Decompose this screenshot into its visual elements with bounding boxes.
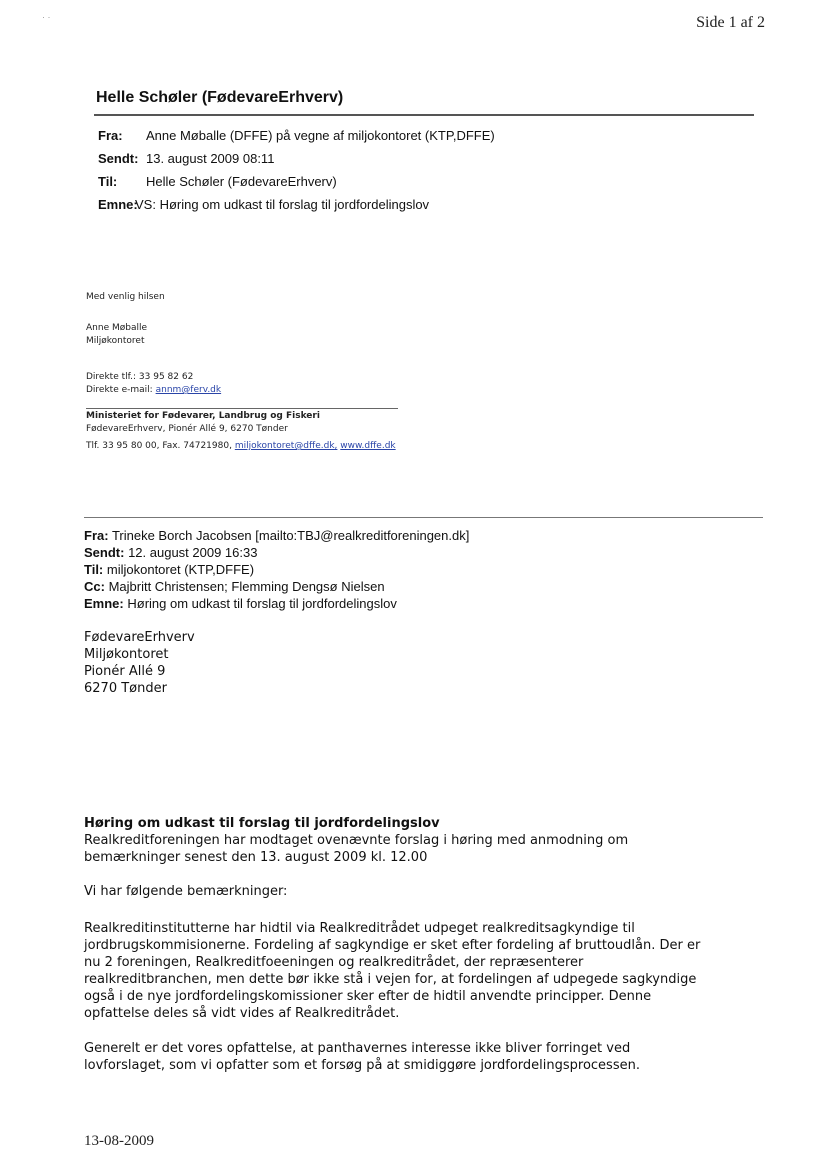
forwarded-to-row: Til: miljokontoret (KTP,DFFE) [84,562,255,577]
contact-email-link[interactable]: miljokontoret@dffe.dk [234,441,335,451]
header-row-to [98,170,495,193]
email-link[interactable]: annm@ferv.dk [155,385,222,395]
letter-remarks-intro: Vi har følgende bemærkninger: [84,884,288,899]
forwarded-cc-row: Cc: Majbritt Christensen; Flemming Dengsø Nielsen [84,579,385,594]
email-header-table [98,124,495,216]
header-value: Anne Møballe (DFFE) på vegne af miljokontoret (KTP,DFFE) [146,128,495,143]
header-label: Emne: [98,197,138,212]
recipient-address [84,629,195,697]
signature-name: Anne Møballe [86,323,148,333]
header-value: VS: Høring om udkast til forslag til jordfordelingslov [135,197,430,212]
header-value: Helle Schøler (FødevareErhverv) [146,174,337,189]
signature-phone-line [86,371,193,384]
footer-date: 13-08-2009 [84,1133,154,1149]
ministry-name: Ministeriet for Fødevarer, Landbrug og Fiskeri [86,411,320,421]
forwarded-sent-row: Sendt: 12. august 2009 16:33 [84,545,258,560]
signature-divider [86,408,398,409]
address-line: 6270 Tønder [84,681,167,696]
title-divider [94,114,754,116]
email-sender-title: Helle Schøler (FødevareErhverv) [96,89,344,106]
forwarded-from-row: Fra: Trineke Borch Jacobsen [mailto:TBJ@realkreditforeningen.dk] [84,528,470,543]
ministry-contact-line: Tlf. 33 95 80 00, Fax. 74721980, miljokontoret@dffe.dk, www.dffe.dk [86,441,396,451]
address-line: Pionér Allé 9 [84,664,166,679]
header-label: Til: [98,174,118,189]
forwarded-header [84,527,469,612]
signature-email-line [86,384,221,397]
header-row-subject [98,193,495,216]
letter-paragraph-2: Generelt er det vores opfattelse, at panthavernes interesse ikke bliver forringet ved lovforslaget, som vi opfatter som et forsøg på at smidiggøre jordfordelingsprocessen. [84,1041,640,1073]
contact-web-link[interactable]: www.dffe.dk [340,441,396,451]
contact-phone-fax: Tlf. 33 95 80 00, Fax. 74721980, [86,441,232,451]
forwarded-subject-row: Emne: Høring om udkast til forslag til jordfordelingslov [84,596,397,611]
signature-greeting: Med venlig hilsen [86,292,165,302]
letter-paragraph-1: Realkreditinstitutterne har hidtil via Realkreditrådet udpeget realkreditsagkyndige til jordbrugskommisionerne. Fordeling af sagkyndige er sket efter fordeling af bruttoudlån. Der er nu 2 foreningen, Realkreditfoeeningen og realkreditrådet, der repræsenterer realkreditbranchen, men dette bør ikke stå i vejen for, at fordelingen af udpegede sagkyndige også i de nye jordfordelingskomissioner sker efter de hidtil anvendte principper. Denne opfattelse deles så vidt vides af Realkreditrådet. [84,921,701,1021]
header-label: Fra: [98,128,123,143]
address-line: FødevareErhverv [84,630,195,645]
header-value: 13. august 2009 08:11 [146,151,275,166]
header-label: Sendt: [98,151,139,166]
header-row-sent [98,147,495,170]
phone-label: Direkte tlf.: [86,372,137,382]
page-number: Side 1 af 2 [696,14,765,31]
address-line: Miljøkontoret [84,647,169,662]
letter-intro: Realkreditforeningen har modtaget ovenævnte forslag i høring med anmodning om bemærkninger senest den 13. august 2009 kl. 12.00 [84,833,629,865]
email-label: Direkte e-mail: [86,385,153,395]
letter-heading: Høring om udkast til forslag til jordfordelingslov [84,816,440,831]
forward-divider [84,517,763,518]
phone-number: 33 95 82 62 [138,372,194,382]
scan-speck: · · [42,12,51,22]
header-row-from [98,124,495,147]
signature-office: Miljøkontoret [86,336,145,346]
ministry-address: FødevareErhverv, Pionér Allé 9, 6270 Tønder [86,424,288,434]
